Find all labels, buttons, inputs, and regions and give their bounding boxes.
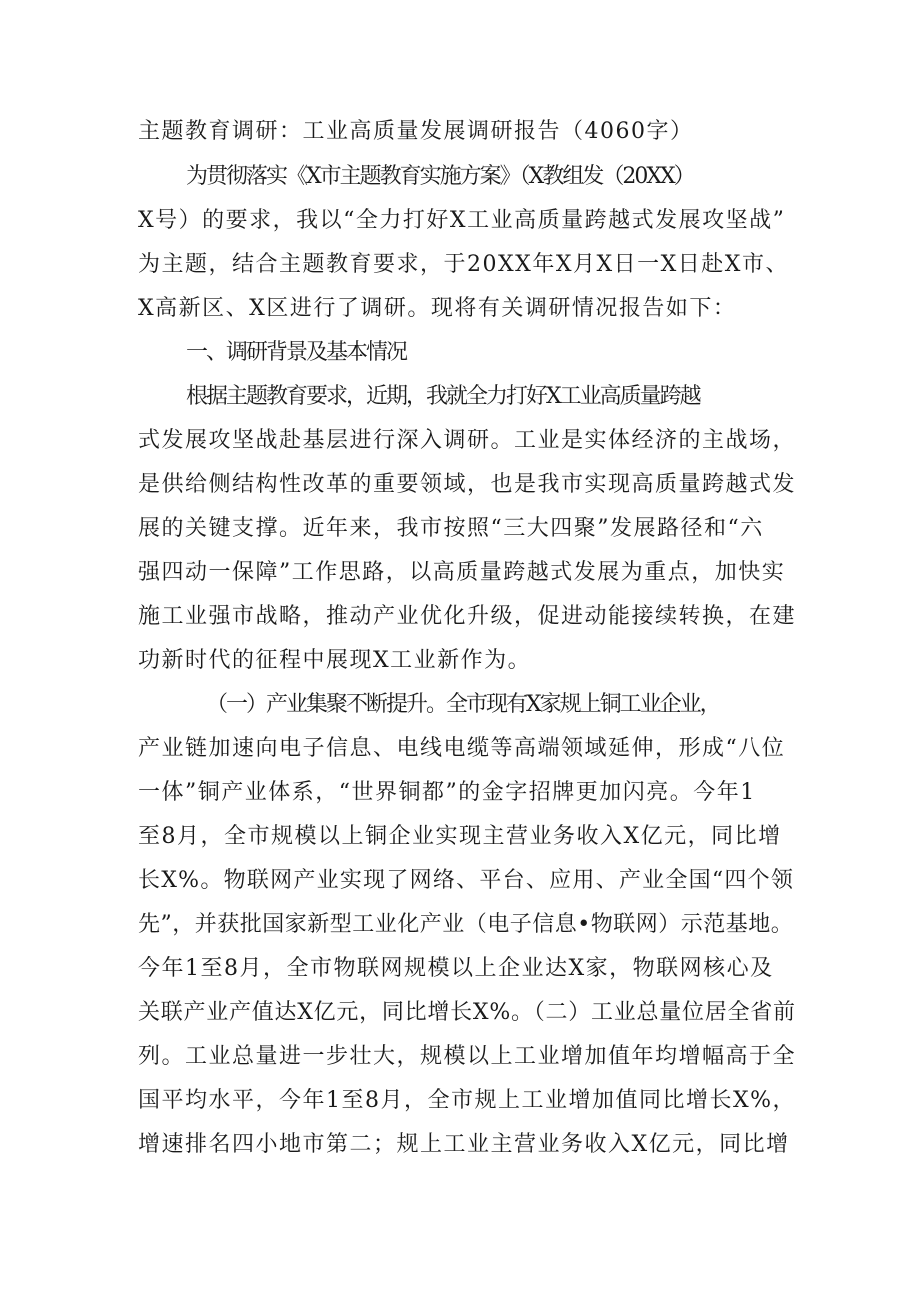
- paragraph-line: 长X%。物联网产业实现了网络、平台、应用、产业全国“四个领: [138, 868, 795, 893]
- paragraph-line: 增速排名四小地市第二；规上工业主营业务收入X亿元，同比增: [138, 1132, 790, 1157]
- paragraph-line: 先”，并获批国家新型工业化产业（电子信息•物联网）示范基地。: [138, 912, 794, 937]
- section-heading: 一、调研背景及基本情况: [186, 340, 407, 365]
- paragraph-line: 展的关键支撑。近年来，我市按照“三大四聚”发展路径和“六: [138, 516, 764, 541]
- paragraph-line: 施工业强市战略，推动产业优化升级，促进动能接续转换，在建: [138, 604, 797, 629]
- paragraph-line: X号）的要求，我以“全力打好X工业高质量跨越式发展攻坚战”: [138, 208, 786, 233]
- paragraph-line: 关联产业产值达X亿元，同比增长X%。（二）工业总量位居全省前: [138, 1000, 796, 1025]
- paragraph-line: 根据主题教育要求，近期，我就全力打好X工业高质量跨越: [186, 384, 700, 409]
- paragraph-line: 功新时代的征程中展现X工业新作为。: [138, 648, 532, 673]
- paragraph-line: 是供给侧结构性改革的重要领域，也是我市实现高质量跨越式发: [138, 472, 797, 497]
- paragraph-line: 式发展攻坚战赴基层进行深入调研。工业是实体经济的主战场，: [138, 428, 797, 453]
- subsection-line: （一）产业集聚不断提升。全市现有X家规上铜工业企业，: [206, 692, 720, 717]
- paragraph-line: 列。工业总量进一步壮大，规模以上工业增加值年均增幅高于全: [138, 1044, 797, 1069]
- paragraph-line: 强四动一保障”工作思路，以高质量跨越式发展为重点，加快实: [138, 560, 786, 585]
- paragraph-line: 为主题，结合主题教育要求，于20XX年X月X日一X日赴X市、: [138, 252, 789, 277]
- paragraph-line: 产业链加速向电子信息、电线电缆等高端领域延伸，形成“八位: [138, 736, 786, 761]
- paragraph-line: 今年1至8月，全市物联网规模以上企业达X家，物联网核心及: [138, 956, 774, 981]
- paragraph-line: X高新区、X区进行了调研。现将有关调研情况报告如下：: [138, 296, 737, 321]
- paragraph-line: 国平均水平，今年1至8月，全市规上工业增加值同比增长X%，: [138, 1088, 797, 1113]
- document-title: 主题教育调研：工业高质量发展调研报告（4060字）: [138, 119, 694, 144]
- paragraph-line: 为贯彻落实《X市主题教育实施方案》（X教组发（20XX）: [186, 164, 694, 189]
- paragraph-line: 一体”铜产业体系，“世界铜都”的金字招牌更加闪亮。今年1: [138, 780, 756, 805]
- paragraph-line: 至8月，全市规模以上铜企业实现主营业务收入X亿元，同比增: [138, 824, 782, 849]
